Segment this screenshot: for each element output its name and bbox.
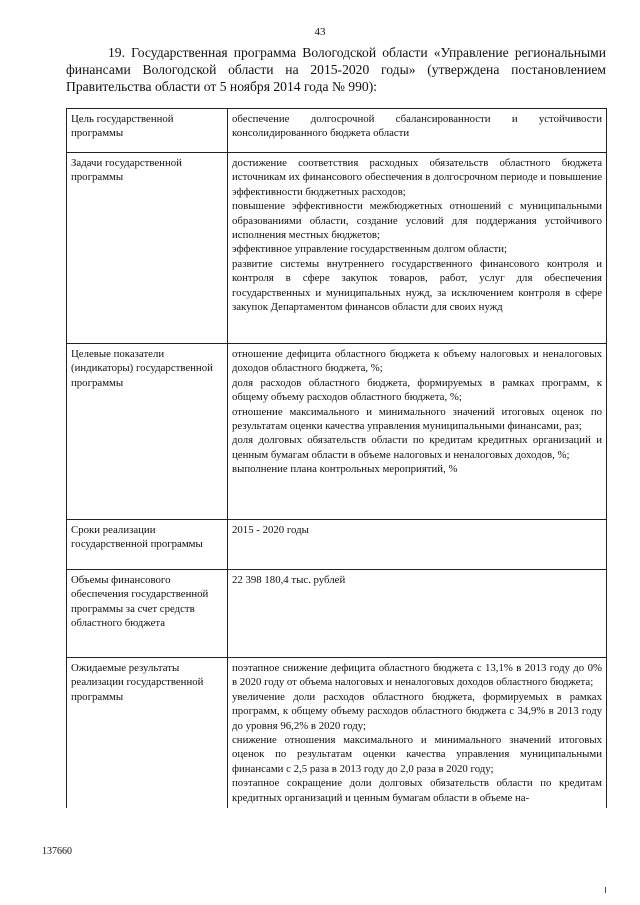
value-item: поэтапное снижение дефицита областного бюджета с 13,1% в 2013 году до 0% в 2020 году от объема налоговых и неналоговых доходов областного бюджета; (232, 662, 602, 689)
row-label: Ожидаемые результаты реализации государственной программы (67, 658, 228, 809)
row-value (228, 109, 607, 153)
value-item: 22 398 180,4 тыс. рублей (232, 574, 346, 586)
value-item: достижение соответствия расходных обязательств областного бюджета источникам их финансового обеспечения в долгосрочном периоде и повышение эффективности бюджетных расходов; (232, 157, 602, 198)
page-number: 43 (314, 26, 326, 38)
value-item: повышение эффективности межбюджетных отношений с муниципальными образованиями области, создание условий для поддержания устойчивого исполнения местных бюджетов; (232, 200, 602, 242)
value-item: выполнение плана контрольных мероприятий, % (232, 463, 458, 476)
row-label: Сроки реализации государственной программы (67, 520, 228, 570)
row-label: Цель государственной программы (67, 109, 228, 153)
document-code: 137660 (42, 846, 72, 857)
table-row (67, 109, 607, 153)
value-item: доля расходов областного бюджета, формируемых в рамках программ, к общему объему расходов областного бюджета, %; (232, 376, 602, 404)
table-row (67, 153, 607, 344)
value-item: 2015 - 2020 годы (232, 524, 309, 536)
row-label: Целевые показатели (индикаторы) государственной программы (67, 344, 228, 520)
row-label: Объемы финансового обеспечения государственной программы за счет средств областного бюджета (67, 570, 228, 658)
value-item: поэтапное сокращение доли долговых обязательств области по кредитам кредитных организаций и ценным бумагам области в объеме на- (232, 777, 602, 804)
value-item: эффективное управление государственным долгом области; (232, 243, 508, 256)
table-row (67, 658, 607, 809)
value-item: развитие системы внутреннего государственного финансового контроля и контроля в сфере закупок товаров, работ, услуг для обеспечения государственных и муниципальных нужд, за исключением контроля в сфере закупок Департаментом финансов области для своих нужд (232, 257, 602, 314)
table-row (67, 520, 607, 570)
value-item: отношение дефицита областного бюджета к объему налоговых и неналоговых доходов областного бюджета, %; (232, 348, 602, 375)
program-heading: 19. Государственная программа Вологодской области «Управление региональными финансами Вологодской области на 2015-2020 годы» (утверждена постановлением Правительства области от 5 ноября 2014 года № 990): (66, 45, 606, 94)
value-item: увеличение доли расходов областного бюджета, формируемых в рамках программ, к общему объему расходов областного бюджета с 34,9% в 2013 году до уровня 96,2% в 2020 году; (232, 690, 602, 732)
value-item: обеспечение долгосрочной сбалансированности и устойчивости консолидированного бюджета области (232, 113, 602, 140)
value-item: снижение отношения максимального и минимального значений итоговых оценок по результатам оценки качества управления муниципальными финансами с 2,5 раза в 2013 году до 2,0 раза в 2020 году; (232, 734, 602, 775)
row-value (228, 344, 607, 520)
row-value (228, 153, 607, 344)
table-row (67, 570, 607, 658)
row-label: Задачи государственной программы (67, 153, 228, 344)
row-value (228, 570, 607, 658)
table-row (67, 344, 607, 520)
value-item: доля долговых обязательств области по кредитам кредитных организаций и ценным бумагам области в объеме налоговых и неналоговых доходов, %; (232, 434, 602, 461)
scan-edge-mark (605, 887, 606, 893)
row-value (228, 520, 607, 570)
value-item: отношение максимального и минимального значений итоговых оценок по результатам оценки качества управления муниципальными финансами, раз; (232, 405, 602, 433)
row-value (228, 658, 607, 809)
program-passport-table (66, 108, 607, 808)
